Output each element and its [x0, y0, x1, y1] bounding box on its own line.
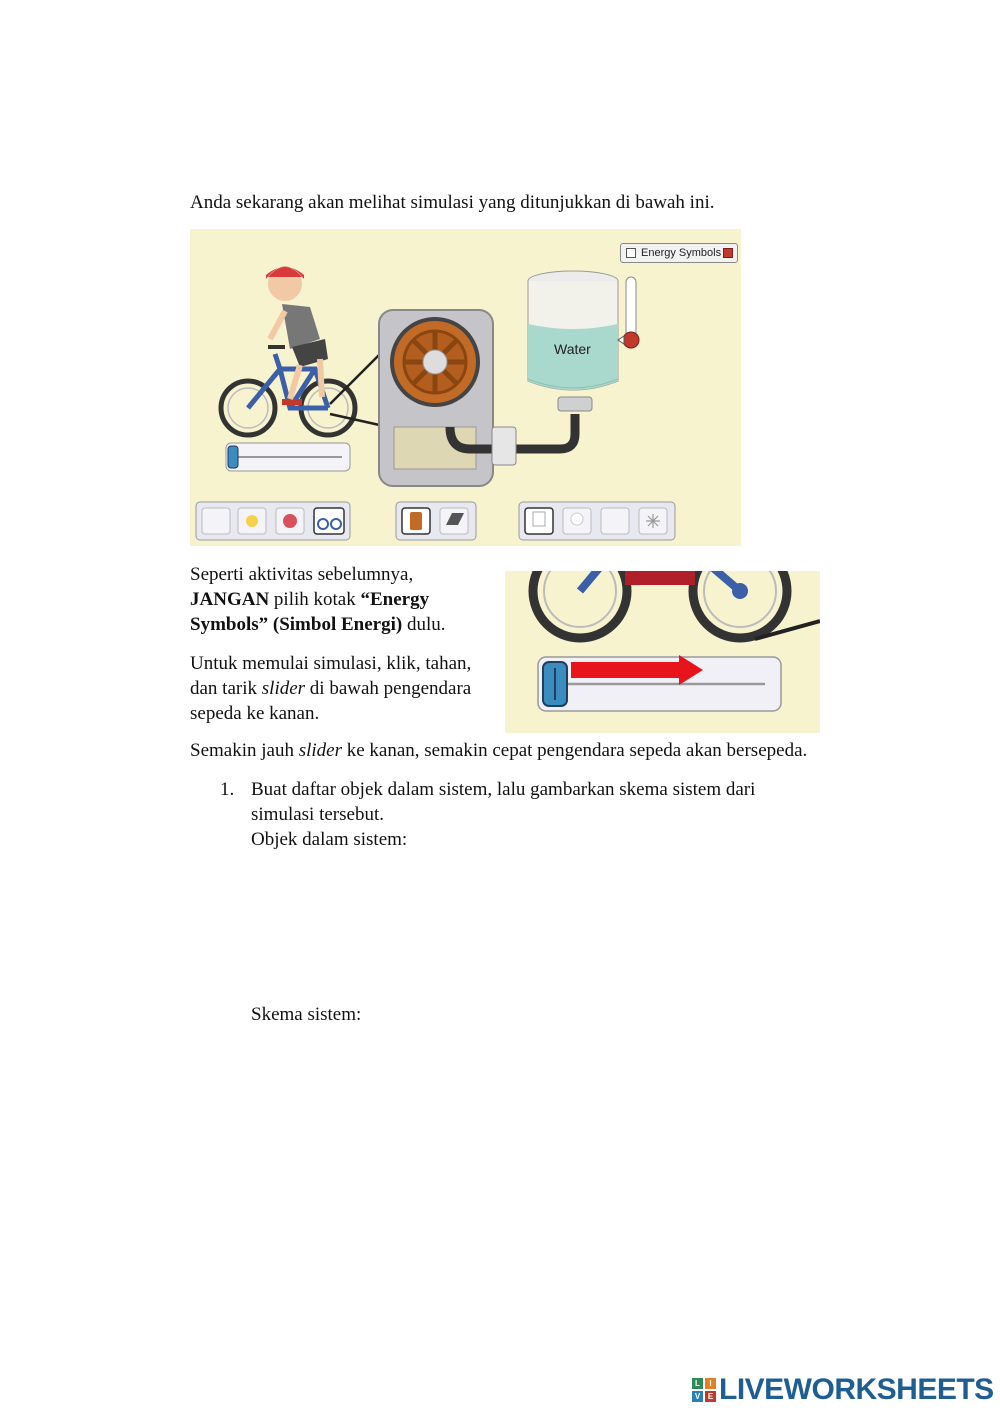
instruction-line [190, 612, 445, 637]
slider-closeup-screenshot [505, 571, 820, 733]
water-label: Water [554, 341, 591, 357]
logo-letter: L [692, 1378, 703, 1389]
bold-text: JANGAN [190, 589, 270, 610]
simulation-screenshot [190, 229, 741, 546]
plain-text: pilih kotak [269, 589, 361, 610]
note-text [190, 738, 807, 763]
logo-mark-icon [692, 1378, 716, 1402]
thermometer-icon [618, 277, 639, 348]
question-text: Buat daftar objek dalam sistem, lalu gambarkan skema sistem dari [251, 779, 756, 800]
speed-slider [226, 443, 350, 471]
cyclist-icon [266, 267, 328, 400]
plain-text: di bawah pengendara [305, 678, 472, 699]
plain-text: Semakin jauh [190, 740, 299, 761]
checkbox-icon[interactable] [626, 248, 636, 258]
bicycle-icon [533, 571, 787, 638]
logo-letter: I [705, 1378, 716, 1389]
italic-text: slider [261, 678, 306, 699]
plain-text: dan tarik [190, 678, 262, 699]
water-beaker-icon [528, 271, 618, 390]
instruction-line: sepeda ke kanan. [190, 703, 320, 724]
plain-text: ke kanan, semakin cepat pengendara sepeda akan bersepeda. [341, 740, 808, 761]
generator-icon [379, 310, 493, 486]
question-text: simulasi tersebut. [251, 804, 384, 825]
plain-text: dulu. [402, 614, 446, 635]
instruction-line: Untuk memulai simulasi, klik, tahan, [190, 653, 472, 674]
liveworksheets-logo [692, 1374, 994, 1406]
bicycle-icon [221, 347, 355, 435]
instruction-line [190, 676, 471, 701]
objects-label: Objek dalam sistem: [251, 829, 408, 850]
bold-text: Symbols” (Simbol Energi) [190, 614, 403, 635]
instruction-line [190, 587, 429, 612]
energy-symbols-checkbox[interactable] [620, 243, 738, 263]
intro-text: Anda sekarang akan melihat simulasi yang ditunjukkan di bawah ini. [190, 192, 715, 213]
logo-letter: V [692, 1391, 703, 1402]
energy-source-panel [196, 502, 350, 540]
simulation-scene [190, 229, 741, 546]
logo-text: LIVEWORKSHEETS [719, 1373, 994, 1406]
energy-user-panel [519, 502, 675, 540]
energy-converter-panel [396, 502, 476, 540]
italic-text: slider [298, 740, 342, 761]
energy-symbols-label: Energy Symbols [641, 247, 722, 259]
slider-closeup-scene [505, 571, 820, 733]
question-number: 1. [220, 779, 235, 800]
bold-text: “Energy [360, 589, 430, 610]
instruction-line: Seperti aktivitas sebelumnya, [190, 564, 414, 585]
logo-letter: E [705, 1391, 716, 1402]
schema-label: Skema sistem: [251, 1004, 362, 1025]
close-icon [723, 248, 733, 258]
